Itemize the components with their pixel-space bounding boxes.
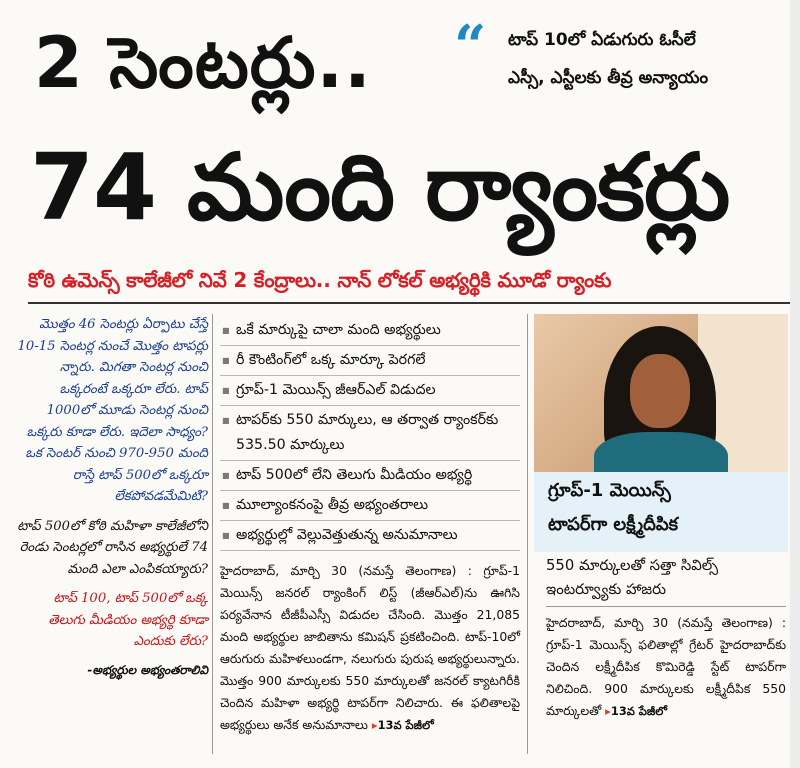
highlight-item: ■ టాప్ 500లో లేని తెలుగు మీడియం అభ్యర్థి [220, 461, 520, 491]
profile-continued [605, 700, 667, 722]
main-continued-label: 13వ పేజీలో [377, 718, 434, 732]
quote-mark-icon: “ [454, 13, 487, 79]
objection-block-3: టాప్ 100, టాప్ 500లో ఒక్క తెలుగు మీడియం అభ్యర్థి కూడా ఎందుకు లేరు? [48, 591, 208, 649]
highlight-item: ■ రీ కౌంటింగ్‌లో ఒక్క మార్కూ పెరగలే [220, 346, 520, 376]
photo-face [630, 354, 690, 428]
profile-subheading: 550 మార్కులతో సత్తా సివిల్స్ ఇంటర్వ్యూకు హాజరు [546, 557, 718, 598]
arrow-right-icon: ▸ [605, 704, 611, 718]
column-divider-left [212, 314, 213, 754]
banner-divider [28, 302, 790, 304]
page-edge-shadow [790, 0, 800, 768]
headline-line-1: 2 సెంటర్లు.. [34, 22, 372, 104]
profile-continued-label: 13వ పేజీలో [610, 704, 667, 718]
main-continued [372, 714, 434, 736]
main-article-body: హైదరాబాద్, మార్చి 30 (నమస్తే తెలంగాణ) : గ్రూప్-1 మెయిన్స్ జనరల్ ర్యాంకింగ్ లిస్ట్ (జీఆర్ఎల్)ను ఊగిసి పర్యవేనాన టీజీపీఎస్సీ విడుదల చేసింది. మొత్తం 21,085 మంది అభ్యర్థుల జాబితాను కమిషన్ ప్రకటించింది. టాప్-10లో ఆరుగురు మహిళలుండగా, నలుగురు పురుష అభ్యర్థులున్నారు. మొత్తం 900 మార్కులకు 550 మార్కులతో జనరల్ క్యాటగిరీకి చెందిన మహిళా అభ్యర్థి టాపర్‌గా నిలిచారు. ఈ ఫలితాలపై అభ్యర్థులు అనేక అనుమానాలు [220, 563, 520, 732]
caption-line-2: టాపర్‌గా లక్ష్మీదీపిక [548, 514, 679, 535]
profile-article-text [546, 612, 786, 722]
caption-line-1: గ్రూప్-1 మెయిన్స్ [548, 480, 671, 501]
highlight-item: ■ మూల్యాంకనంపై తీవ్ర అభ్యంతరాలు [220, 491, 520, 521]
highlights-list [220, 316, 520, 551]
profile-divider [546, 606, 786, 607]
highlight-item: ■ అభ్యర్థుల్లో వెల్లువెత్తుతున్న అనుమానాలు [220, 521, 520, 551]
objections-signature: -అభ్యర్థుల అభ్యంతరాలివి [87, 662, 208, 677]
topper-photo [534, 314, 788, 472]
arrow-right-icon: ▸ [371, 718, 378, 732]
main-article-text [220, 560, 520, 736]
photo-dress [594, 432, 728, 472]
photo-caption-box [534, 472, 788, 552]
quote-line-2: ఎస్సీ, ఎస్టీలకు తీవ్ర అన్యాయం [508, 68, 709, 88]
highlight-item: ■ ఒకే మార్కుపై చాలా మంది అభ్యర్థులు [220, 316, 520, 346]
column-divider-right [527, 314, 528, 754]
red-subheadline: కోఠి ఉమెన్స్ కాలేజీలో నివే 2 కేంద్రాలు.. నాన్ లోకల్ అభ్యర్థికి మూడో ర్యాంకు [28, 268, 612, 292]
headline-line-2: 74 మంది ర్యాంకర్లు [30, 134, 730, 241]
highlight-item: ■ టాపర్‌కు 550 మార్కులు, ఆ తర్వాత ర్యాంకర్‌కు 535.50 మార్కులు [220, 406, 520, 461]
objections-column [16, 314, 208, 680]
objection-block-2: టాప్ 500లో కోఠి మహిళా కాలేజీలోని రెండు సెంటర్లలో రాసిన అభ్యర్థులే 74 మంది ఎలా ఎంపికయ్యారు? [17, 518, 208, 577]
pull-quote [454, 13, 780, 104]
objection-block-1: మొత్తం 46 సెంటర్లు ఏర్పాటు చేస్తే 10-15 సెంటర్ల నుంచే మొత్తం టాపర్లు న్నారు. మిగతా సెంటర్ల నుంచి ఒక్కరంటే ఒక్కరూ లేరు. టాప్ 1000లో మూడు సెంటర్ల నుంచి ఒక్కరు కూడా లేరు. ఇదెలా సాధ్యం? ఒక సెంటర్ నుంచి 970-950 మంది రాస్తే టాప్ 500లో ఒక్కరూ లేకపోవడమేమిటి? [17, 317, 208, 504]
quote-line-1: టాప్ 10లో ఏడుగురు ఓసీలే [508, 30, 696, 50]
profile-article-body: హైదరాబాద్, మార్చి 30 (నమస్తే తెలంగాణ) : గ్రూప్-1 మెయిన్స్ ఫలితాల్లో గ్రేటర్ హైదరాబాద్‌కు చెందిన లక్ష్మీదీపిక కొమిరెడ్డి స్టేట్ టాపర్‌గా నిలిచింది. 900 మార్కులకు లక్ష్మీదీపిక 550 మార్కులతో [546, 615, 786, 718]
highlight-item: ■ గ్రూప్-1 మెయిన్స్ జీఆర్ఎల్ విడుదల [220, 376, 520, 406]
